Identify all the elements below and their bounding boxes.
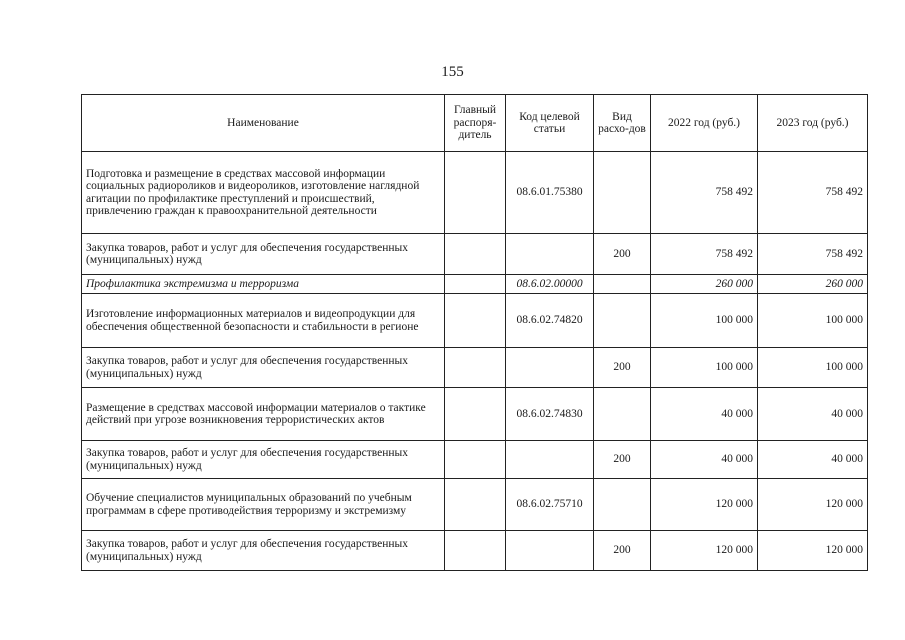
row-code: 08.6.01.75380 [506, 152, 594, 234]
row-code: 08.6.02.74820 [506, 294, 594, 348]
row-vid [594, 294, 651, 348]
table-row [82, 275, 868, 294]
row-grbs [445, 479, 506, 531]
row-2022: 40 000 [651, 441, 758, 479]
row-vid: 200 [594, 348, 651, 388]
row-grbs [445, 275, 506, 294]
row-2022: 120 000 [651, 479, 758, 531]
row-vid: 200 [594, 441, 651, 479]
row-code: 08.6.02.74830 [506, 388, 594, 441]
row-name: Закупка товаров, работ и услуг для обеспечения государственных (муниципальных) нужд [82, 348, 445, 388]
row-code [506, 531, 594, 571]
row-grbs [445, 441, 506, 479]
row-2023: 100 000 [758, 294, 868, 348]
row-grbs [445, 388, 506, 441]
row-grbs [445, 234, 506, 275]
row-2023: 758 492 [758, 152, 868, 234]
header-name: Наименование [82, 95, 445, 152]
table-row [82, 388, 868, 441]
row-2022: 40 000 [651, 388, 758, 441]
table-row [82, 531, 868, 571]
row-name: Закупка товаров, работ и услуг для обеспечения государственных (муниципальных) нужд [82, 234, 445, 275]
row-2023: 260 000 [758, 275, 868, 294]
table-header-row [82, 95, 868, 152]
page-number: 155 [441, 64, 464, 80]
row-name: Закупка товаров, работ и услуг для обеспечения государственных (муниципальных) нужд [82, 531, 445, 571]
header-grbs: Главный распоря-дитель [445, 95, 506, 152]
table-row [82, 294, 868, 348]
row-code [506, 441, 594, 479]
row-name: Профилактика экстремизма и терроризма [82, 275, 445, 294]
row-2022: 100 000 [651, 294, 758, 348]
row-code [506, 234, 594, 275]
row-name: Размещение в средствах массовой информации материалов о тактике действий при угрозе возникновения террористических актов [82, 388, 445, 441]
row-vid: 200 [594, 234, 651, 275]
row-2023: 120 000 [758, 531, 868, 571]
table-row [82, 348, 868, 388]
row-name: Изготовление информационных материалов и видеопродукции для обеспечения общественной безопасности и стабильности в регионе [82, 294, 445, 348]
header-2023: 2023 год (руб.) [758, 95, 868, 152]
table-row [82, 479, 868, 531]
row-grbs [445, 348, 506, 388]
row-code: 08.6.02.00000 [506, 275, 594, 294]
row-vid [594, 275, 651, 294]
row-name: Обучение специалистов муниципальных образований по учебным программам в сфере противодействия терроризму и экстремизму [82, 479, 445, 531]
row-grbs [445, 531, 506, 571]
row-code [506, 348, 594, 388]
table-row [82, 152, 868, 234]
row-vid [594, 152, 651, 234]
row-2022: 100 000 [651, 348, 758, 388]
row-2023: 40 000 [758, 388, 868, 441]
row-vid [594, 479, 651, 531]
row-2023: 40 000 [758, 441, 868, 479]
table-row [82, 234, 868, 275]
row-name: Подготовка и размещение в средствах массовой информации социальных радиороликов и видеороликов, изготовление наглядной агитации по профилактике преступлений и происшествий, привлечению граждан к правоохранительной деятельности [82, 152, 445, 234]
header-code: Код целевой статьи [506, 95, 594, 152]
row-2022: 758 492 [651, 234, 758, 275]
budget-table [81, 94, 868, 571]
row-grbs [445, 152, 506, 234]
row-2023: 100 000 [758, 348, 868, 388]
row-vid [594, 388, 651, 441]
row-2023: 120 000 [758, 479, 868, 531]
row-grbs [445, 294, 506, 348]
row-code: 08.6.02.75710 [506, 479, 594, 531]
table-row [82, 441, 868, 479]
row-vid: 200 [594, 531, 651, 571]
row-2023: 758 492 [758, 234, 868, 275]
row-2022: 758 492 [651, 152, 758, 234]
row-2022: 260 000 [651, 275, 758, 294]
header-vid: Вид расхо-дов [594, 95, 651, 152]
header-2022: 2022 год (руб.) [651, 95, 758, 152]
row-name: Закупка товаров, работ и услуг для обеспечения государственных (муниципальных) нужд [82, 441, 445, 479]
row-2022: 120 000 [651, 531, 758, 571]
